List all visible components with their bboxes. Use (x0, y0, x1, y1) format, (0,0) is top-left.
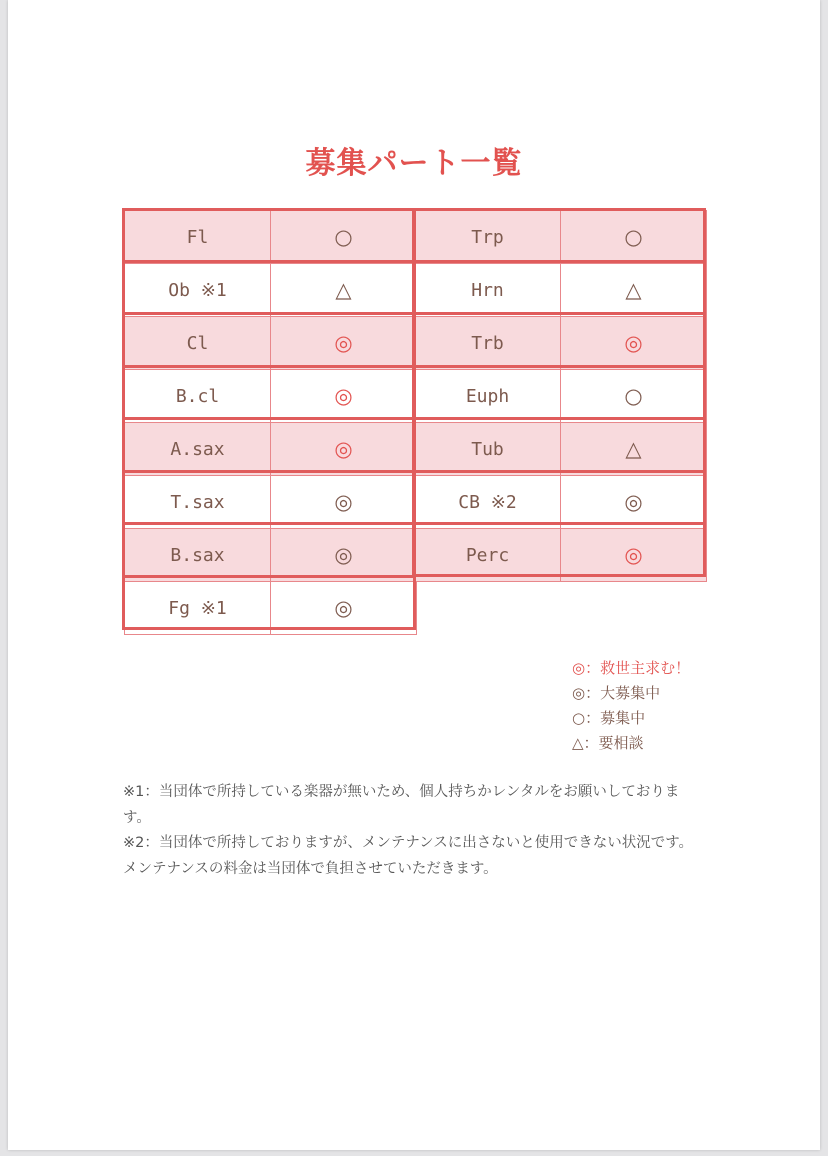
row-divider (122, 522, 706, 525)
footnote-2: ※2：当団体で所持しておりますが、メンテナンスに出さないと使用できない状況です。メンテナンスの料金は当団体で負担させていただきます。 (123, 835, 694, 877)
table-row (125, 370, 417, 423)
footnote-1: ※1：当団体で所持している楽器が無いため、個人持ちかレンタルをお願いしております。 (123, 784, 680, 826)
recruit-status-cell: ◎ (271, 423, 417, 476)
recruit-status-cell: ◎ (561, 317, 707, 370)
part-name-cell: Fg ※1 (125, 582, 271, 635)
part-name-cell: B.sax (125, 529, 271, 582)
part-name-cell: Perc (415, 529, 561, 582)
table-row (125, 582, 417, 635)
table-row (415, 423, 707, 476)
table-row (415, 317, 707, 370)
right-parts-table (414, 210, 707, 582)
part-name-cell: Hrn (415, 264, 561, 317)
table-row (415, 211, 707, 264)
row-divider (122, 575, 416, 578)
recruit-status-cell: ○ (561, 370, 707, 423)
part-name-cell: T.sax (125, 476, 271, 529)
recruit-status-cell: ◎ (561, 529, 707, 582)
part-name-cell: B.cl (125, 370, 271, 423)
recruit-status-cell: ◎ (271, 529, 417, 582)
row-divider (122, 365, 706, 368)
part-name-cell: Ob ※1 (125, 264, 271, 317)
part-name-cell: CB ※2 (415, 476, 561, 529)
table-row (125, 211, 417, 264)
row-divider (122, 417, 706, 420)
table-row (125, 529, 417, 582)
part-name-cell: Cl (125, 317, 271, 370)
part-name-cell: Tub (415, 423, 561, 476)
recruit-status-cell: △ (561, 423, 707, 476)
footnotes (123, 780, 703, 882)
recruit-status-cell: ◎ (561, 476, 707, 529)
legend-item-recruit: ○：募集中 (572, 709, 646, 727)
recruit-status-cell: ○ (561, 211, 707, 264)
legend-item-savior: ◎：救世主求む！ (572, 659, 691, 677)
legend-item-big-recruit: ◎：大募集中 (572, 684, 661, 702)
recruit-status-cell: ◎ (271, 476, 417, 529)
left-parts-table (124, 210, 417, 635)
recruit-status-cell: ◎ (271, 370, 417, 423)
recruit-status-cell: △ (271, 264, 417, 317)
page-title: 募集パート一覧 (305, 146, 523, 181)
table-row (415, 476, 707, 529)
table-row (125, 264, 417, 317)
row-divider (122, 260, 706, 263)
part-name-cell: Fl (125, 211, 271, 264)
row-divider (122, 312, 706, 315)
table-row (415, 264, 707, 317)
row-divider (122, 470, 706, 473)
legend-item-consult: △：要相談 (572, 734, 644, 752)
table-row (125, 423, 417, 476)
table-row (125, 476, 417, 529)
recruit-status-cell: ○ (271, 211, 417, 264)
recruit-status-cell: △ (561, 264, 707, 317)
part-name-cell: Euph (415, 370, 561, 423)
recruit-status-cell: ◎ (271, 317, 417, 370)
table-row (415, 370, 707, 423)
part-name-cell: Trp (415, 211, 561, 264)
table-row (415, 529, 707, 582)
part-name-cell: A.sax (125, 423, 271, 476)
table-row (125, 317, 417, 370)
part-name-cell: Trb (415, 317, 561, 370)
legend (572, 656, 690, 756)
recruit-status-cell: ◎ (271, 582, 417, 635)
